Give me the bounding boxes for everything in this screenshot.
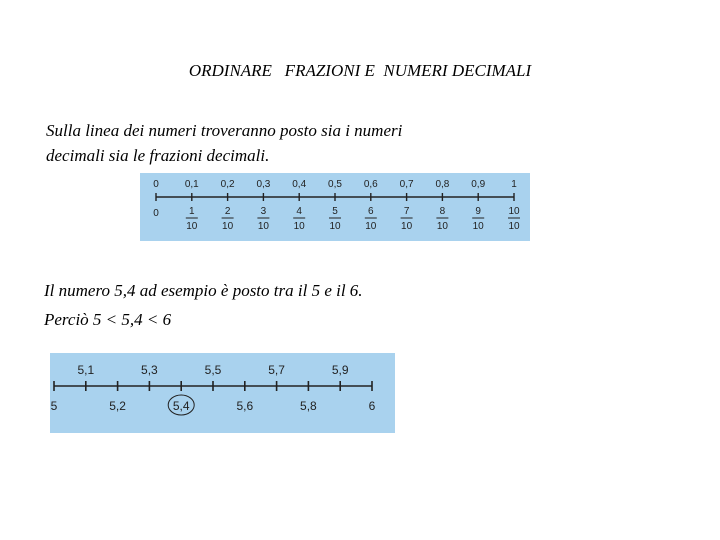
bottom-label: 6 [368,399,376,413]
decimal-label: 0,5 [328,179,342,190]
decimal-label: 0,4 [292,179,307,190]
example-text [44,276,504,334]
top-label: 5,5 [204,363,222,377]
fraction-numerator: 10 [508,206,520,217]
decimal-label: 1 [511,179,517,190]
fraction-denominator: 10 [293,221,305,232]
decimal-label: 0,3 [256,179,271,190]
intro-line-2: decimali sia le frazioni decimali. [46,146,270,165]
fraction-denominator: 10 [186,221,198,232]
number-line-fractions-panel [140,173,530,241]
intro-line-1: Sulla linea dei numeri troveranno posto sia i numeri [46,121,403,140]
fraction-numerator: 3 [260,206,267,217]
fraction-denominator: 10 [508,221,520,232]
bottom-label: 5,2 [109,399,126,413]
fraction-numerator: 8 [439,206,446,217]
bottom-label: 5,8 [300,399,317,413]
example-line-1: Il numero 5,4 ad esempio è posto tra il 5 e il 6. [44,281,363,300]
page-title: ORDINARE FRAZIONI E NUMERI DECIMALI [188,61,532,80]
fraction-numerator: 6 [368,206,374,217]
fraction-denominator: 10 [329,221,341,232]
example-line-2: Perciò 5 < 5,4 < 6 [44,310,172,329]
number-line-decimals [50,353,395,433]
fraction-numerator: 1 [189,206,195,217]
fraction-numerator: 9 [475,206,481,217]
fraction-numerator: 2 [224,206,231,217]
fraction-numerator: 5 [332,206,338,217]
top-label: 5,9 [331,363,349,377]
fraction-denominator: 10 [436,221,448,232]
fraction-denominator: 10 [472,221,484,232]
decimal-label: 0,2 [220,179,235,190]
decimal-label: 0,9 [471,179,486,190]
decimal-label: 0,1 [184,179,199,190]
top-label: 5,7 [268,363,285,377]
fraction-numerator: 4 [296,206,302,217]
fraction-denominator: 10 [222,221,234,232]
top-label: 5,3 [141,363,158,377]
fraction-denominator: 10 [401,221,413,232]
top-label: 5,1 [77,363,95,377]
number-line-fractions [140,173,530,241]
fraction-denominator: 10 [257,221,269,232]
fraction-zero-label: 0 [153,208,159,219]
bottom-label: 5,4 [172,399,190,413]
bottom-label: 5,6 [236,399,254,413]
number-line-decimals-panel [50,353,395,433]
decimal-label: 0,6 [363,179,378,190]
decimal-label: 0 [153,179,159,190]
decimal-label: 0,8 [435,179,450,190]
decimal-label: 0,7 [399,179,414,190]
bottom-label: 5 [50,399,58,413]
fraction-denominator: 10 [365,221,377,232]
fraction-numerator: 7 [403,206,410,217]
intro-text [46,118,506,168]
